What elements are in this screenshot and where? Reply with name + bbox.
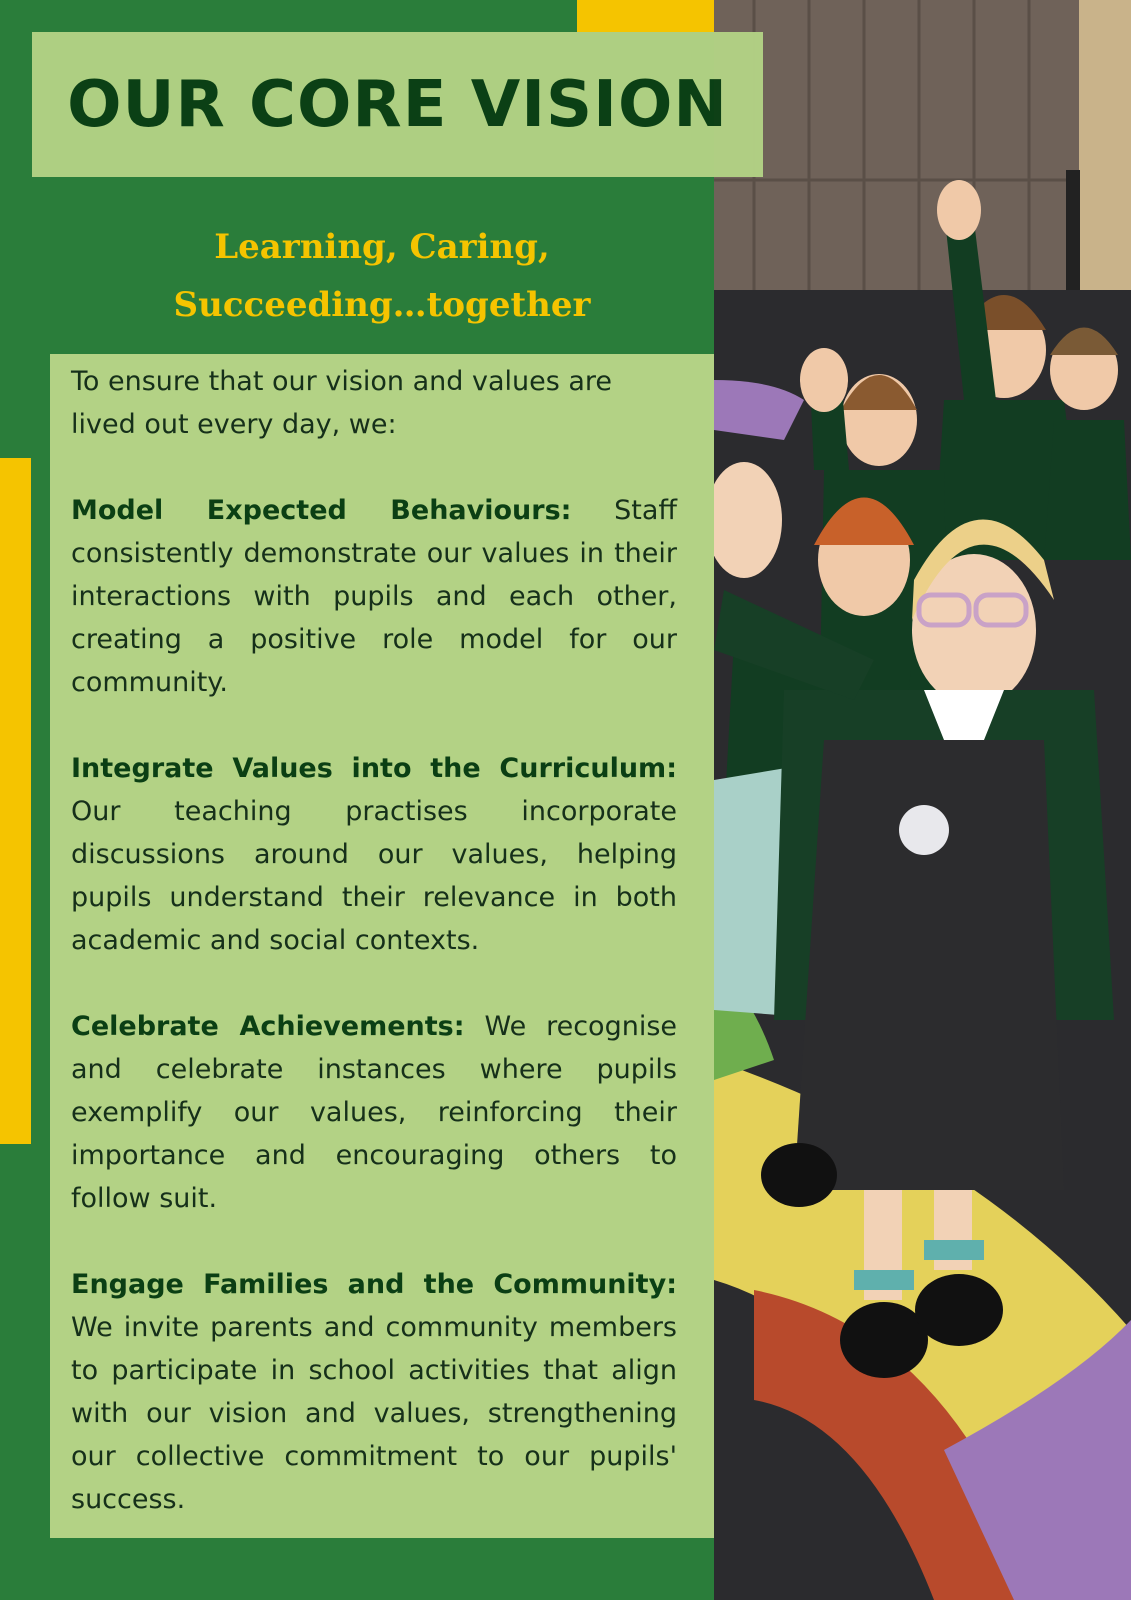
value-item-model-behaviours: [71, 489, 677, 704]
value-text: Staff consistently demonstrate our values in their interactions with pupils and each other, creating a positive role model for our community.: [71, 495, 677, 698]
value-item-celebrate-achievements: [71, 1005, 677, 1220]
value-text: We recognise and celebrate instances where pupils exemplify our values, reinforcing their importance and encouraging others to follow suit.: [71, 1011, 677, 1214]
yellow-accent-left: [0, 458, 31, 1144]
school-children-photo: [714, 0, 1131, 1600]
title-banner: [32, 32, 763, 177]
value-heading: Celebrate Achievements:: [71, 1011, 465, 1042]
value-heading: Model Expected Behaviours:: [71, 495, 572, 526]
tagline-line-2: Succeeding…together: [173, 285, 591, 325]
intro-paragraph: To ensure that our vision and values are lived out every day, we:: [71, 366, 613, 440]
content-panel: [50, 354, 714, 1538]
page-title: OUR CORE VISION: [67, 67, 728, 142]
value-heading: Integrate Values into the Curriculum:: [71, 753, 677, 784]
tagline-line-1: Learning, Caring,: [214, 227, 550, 267]
yellow-accent-top: [577, 0, 714, 32]
tagline: [52, 218, 712, 334]
value-text: We invite parents and community members to participate in school activities that align with our vision and values, strengthening our collective commitment to our pupils' success.: [71, 1312, 677, 1515]
value-item-engage-families: [71, 1263, 677, 1521]
value-heading: Engage Families and the Community:: [71, 1269, 677, 1300]
value-item-integrate-curriculum: [71, 747, 677, 962]
value-text: Our teaching practises incorporate discussions around our values, helping pupils understand their relevance in both academic and social contexts.: [71, 796, 677, 956]
